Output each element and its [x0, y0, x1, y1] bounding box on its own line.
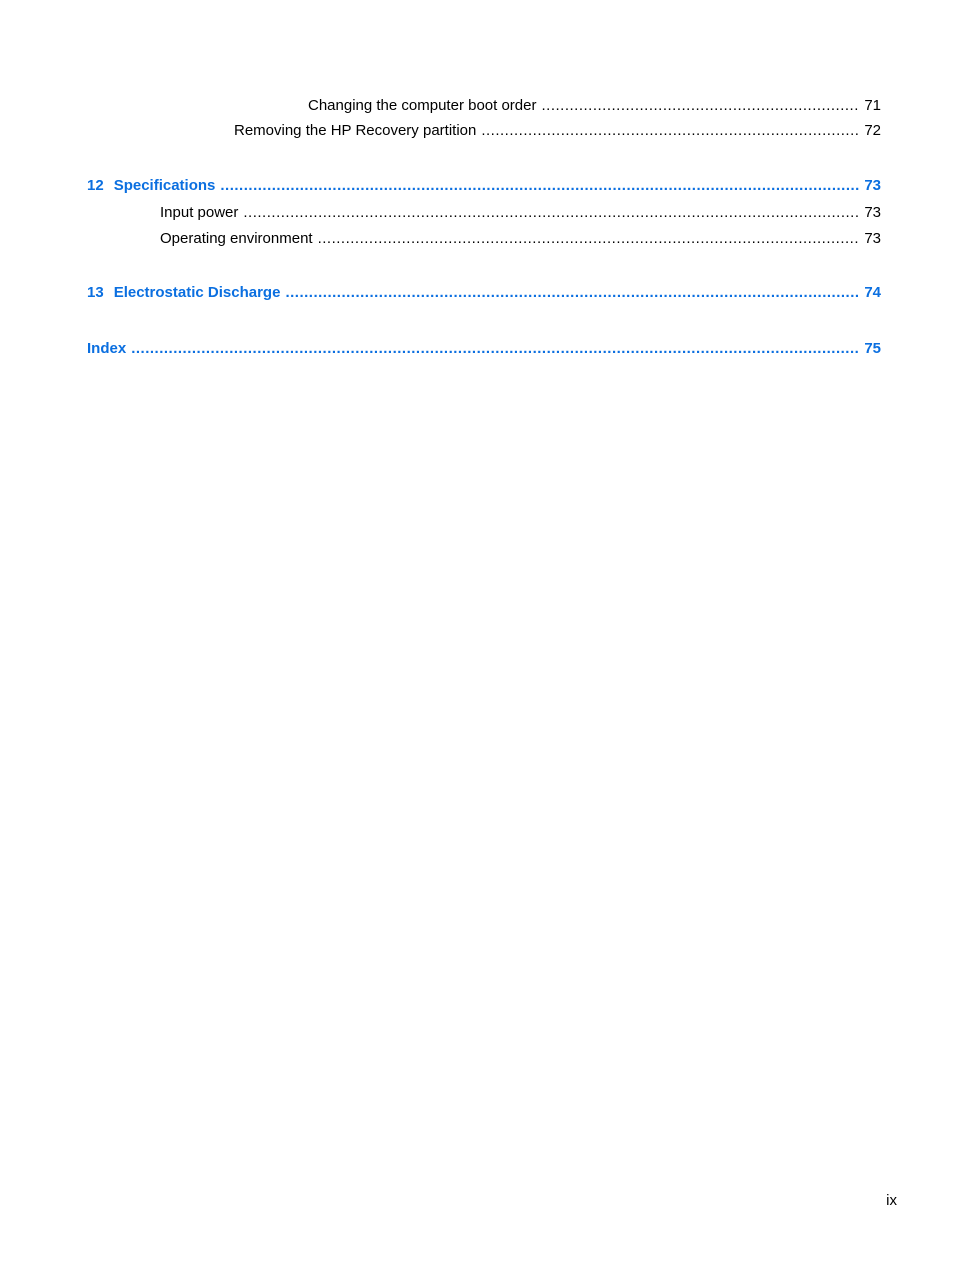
toc-chapter-page: 74: [864, 284, 881, 301]
toc-chapter-title: Electrostatic Discharge: [113, 284, 281, 301]
toc-chapter-index[interactable]: [87, 340, 881, 358]
toc-dot-leader: [131, 340, 860, 358]
toc-entry-title: Changing the computer boot order: [308, 97, 537, 114]
toc-chapter-electrostatic-discharge[interactable]: [87, 284, 881, 302]
toc-entry-page: 72: [864, 122, 881, 139]
toc-entry-input-power[interactable]: [160, 204, 881, 222]
toc-entry-page: 73: [864, 204, 881, 221]
toc-entry-title: Operating environment: [160, 230, 313, 247]
toc-chapter-number: 13: [87, 284, 104, 301]
toc-entry-title: Input power: [160, 204, 239, 221]
toc-chapter-title: Specifications: [113, 177, 216, 194]
toc-chapter-title: Index: [87, 340, 127, 357]
toc-entry-operating-environment[interactable]: [160, 230, 881, 248]
toc-chapter-page: 73: [864, 177, 881, 194]
toc-entry-page: 71: [864, 97, 881, 114]
toc-entry-removing-recovery-partition[interactable]: [234, 122, 881, 140]
toc-chapter-page: 75: [864, 340, 881, 357]
page-number: ix: [886, 1192, 897, 1209]
toc-entry-page: 73: [864, 230, 881, 247]
toc-entry-changing-boot-order[interactable]: [308, 97, 881, 115]
toc-dot-leader: [481, 122, 860, 140]
toc-dot-leader: [285, 284, 860, 302]
toc-chapter-number: 12: [87, 177, 104, 194]
toc-dot-leader: [318, 230, 861, 248]
toc-entry-title: Removing the HP Recovery partition: [234, 122, 477, 139]
toc-dot-leader: [243, 204, 860, 222]
toc-chapter-specifications[interactable]: [87, 177, 881, 195]
toc-dot-leader: [541, 97, 860, 115]
toc-dot-leader: [220, 177, 860, 195]
